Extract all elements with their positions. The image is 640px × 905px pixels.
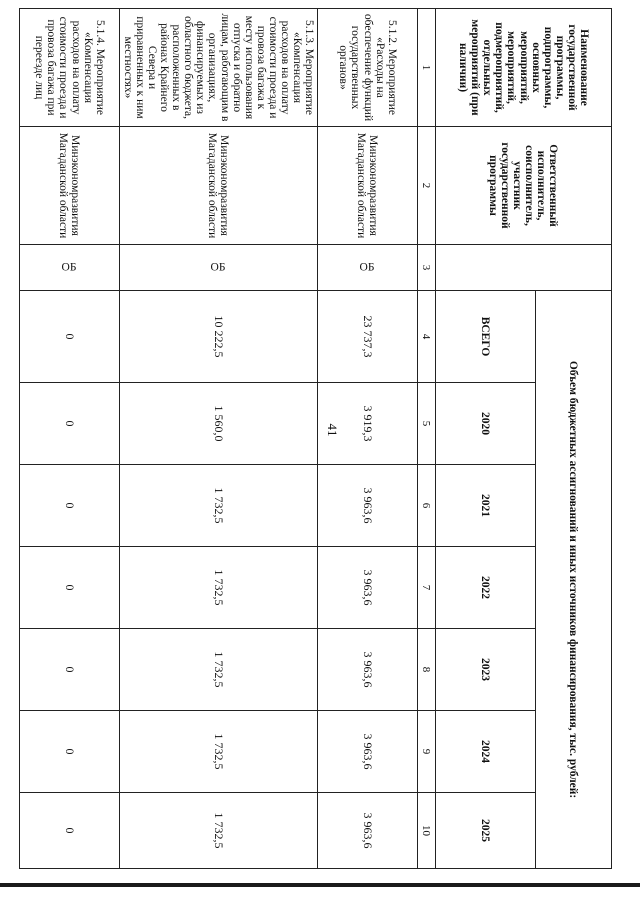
row-value: 3 919,3 xyxy=(318,383,418,465)
header-executor: Ответственный исполнитель, соисполнитель, участник государственной программы xyxy=(436,127,612,245)
page-number: 41 xyxy=(325,423,340,437)
column-number: 10 xyxy=(418,793,436,869)
row-value: 3 963,6 xyxy=(318,629,418,711)
row-value: 0 xyxy=(20,383,120,465)
row-value: 1 732,5 xyxy=(120,629,318,711)
column-number: 1 xyxy=(418,9,436,127)
row-value: 1 732,5 xyxy=(120,793,318,869)
row-source xyxy=(120,245,318,291)
row-name: 5.1.3. Мероприятие «Компенсация расходов на оплату стоимости проезда и провоза багажа к месту использования отпуска и обратно лицам, работающим в организациях, финансируемых из областного бюджета, расположенных в районах Крайнего Севера и приравненных к ним местностях» xyxy=(120,9,318,127)
table-row xyxy=(318,9,418,869)
column-number: 6 xyxy=(418,465,436,547)
table-row xyxy=(120,9,318,869)
rotated-page xyxy=(33,8,612,868)
row-executor: Минэкономразвития Магаданской области xyxy=(20,127,120,245)
bottom-rule xyxy=(0,883,640,887)
column-number: 9 xyxy=(418,711,436,793)
header-year-2024: 2024 xyxy=(436,711,536,793)
row-name: 5.1.4. Мероприятие «Компенсация расходов на оплату стоимости проезда и провоза багажа при переезде лиц xyxy=(20,9,120,127)
column-number-row xyxy=(418,9,436,869)
row-source xyxy=(20,245,120,291)
row-executor: Минэкономразвития Магаданской области xyxy=(318,127,418,245)
column-number: 8 xyxy=(418,629,436,711)
row-value: 0 xyxy=(20,793,120,869)
row-value: 10 222,5 xyxy=(120,291,318,383)
header-year-2023: 2023 xyxy=(436,629,536,711)
row-value: 0 xyxy=(20,629,120,711)
row-value: 0 xyxy=(20,711,120,793)
header-year-2021: 2021 xyxy=(436,465,536,547)
row-source-label: ОБ xyxy=(62,261,77,274)
row-value: 0 xyxy=(20,547,120,629)
row-value: 3 963,6 xyxy=(318,465,418,547)
row-source xyxy=(318,245,418,291)
row-value: 0 xyxy=(20,291,120,383)
column-number: 5 xyxy=(418,383,436,465)
row-executor: Минэкономразвития Магаданской области xyxy=(120,127,318,245)
row-value: 23 737,3 xyxy=(318,291,418,383)
row-value: 3 963,6 xyxy=(318,547,418,629)
header-year-2025: 2025 xyxy=(436,793,536,869)
header-funding-group: Объем бюджетных ассигнований и иных источников финансирования, тыс. рублей: xyxy=(536,291,612,869)
header-year-total: ВСЕГО xyxy=(436,291,536,383)
column-number: 4 xyxy=(418,291,436,383)
table-row xyxy=(20,9,120,869)
row-value: 1 732,5 xyxy=(120,711,318,793)
header-name: Наименование государственной программы, подпрограммы, основных мероприятий, мероприятий, подмероприятий, отдельных мероприятий (при наличии) xyxy=(436,9,612,127)
row-value: 0 xyxy=(20,465,120,547)
row-source-label: ОБ xyxy=(211,261,226,274)
column-number: 7 xyxy=(418,547,436,629)
header-source xyxy=(436,245,612,291)
header-year-2020: 2020 xyxy=(436,383,536,465)
header-year-2022: 2022 xyxy=(436,547,536,629)
column-number: 3 xyxy=(418,245,436,291)
row-value: 3 963,6 xyxy=(318,711,418,793)
row-value: 3 963,6 xyxy=(318,793,418,869)
row-value: 1 732,5 xyxy=(120,465,318,547)
row-name: 5.1.2. Мероприятие «Расходы на обеспечение функций государственных органов» xyxy=(318,9,418,127)
row-value: 1 560,0 xyxy=(120,383,318,465)
column-number: 2 xyxy=(418,127,436,245)
funding-table xyxy=(19,8,612,869)
row-value: 1 732,5 xyxy=(120,547,318,629)
row-source-label: ОБ xyxy=(360,261,375,274)
